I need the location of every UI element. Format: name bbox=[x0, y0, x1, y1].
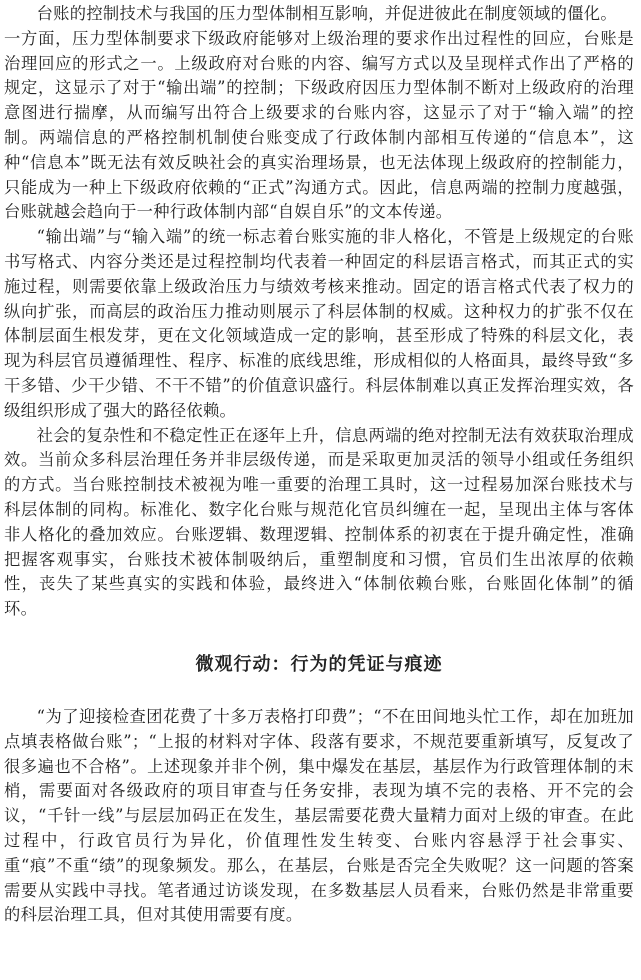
paragraph-micro-action: “为了迎接检查团花费了十多万表格打印费”；“不在田间地头忙工作，却在加班加点填表格做台账”；“上报的材料对字体、段落有要求，不规范要重新填写，反复改了很多遍也不合格”。上述现象并非个例，集中爆发在基层，基层作为行政管理体制的末梢，需要面对各级政府的项目审查与任务安排，表现为填不完的表格、开不完的会议，“千针一线”与层层加码正在发生，基层需要花费大量精力面对上级的审查。在此过程中，行政官员行为异化，价值理性发生转变、台账内容悬浮于社会事实、重“痕”不重“绩”的现象频发。那么，在基层，台账是否完全失败呢？这一问题的答案需要从实践中寻找。笔者通过访谈发现，在多数基层人员看来，台账仍然是非常重要的科层治理工具，但对其使用需要有度。 bbox=[4, 706, 634, 925]
section-heading: 微观行动：行为的凭证与痕迹 bbox=[195, 653, 443, 675]
paragraph-opening: 台账的控制技术与我国的压力型体制相互影响，并促进彼此在制度领域的僵化。 bbox=[36, 4, 617, 23]
paragraph-social-complexity: 社会的复杂性和不稳定性正在逐年上升，信息两端的绝对控制无法有效获取治理成效。当前众多科层治理任务并非层级传递，而是采取更加灵活的领导小组或任务组织的方式。当台账控制技术被视为唯一重要的治理工具时，这一过程易加深台账技术与科层体制的同构。标准化、数字化台账与规范化官员纠缠在一起，呈现出主体与客体非人格化的叠加效应。台账逻辑、数理逻辑、控制体系的初衷在于提升确定性，准确把握客观事实，台账技术被体制吸纳后，重塑制度和习惯，官员们生出浓厚的依赖性，丧失了某些真实的实践和体验，最终进入“体制依赖台账，台账固化体制”的循环。 bbox=[4, 425, 634, 619]
paragraph-pressure-system: 一方面，压力型体制要求下级政府能够对上级治理的要求作出过程性的回应，台账是治理回应的形式之一。上级政府对台账的内容、编写方式以及呈现样式作出了严格的规定，这显示了对于“输出端”的控制；下级政府因压力型体制不断对上级政府的治理意图进行揣摩，从而编写出符合上级要求的台账内容，这显示了对于“输入端”的控制。两端信息的严格控制机制使台账变成了行政体制内部相互传递的“信息本”，这种“信息本”既无法有效反映社会的真实治理场景，也无法体现上级政府的控制能力，只能成为一种上下级政府依赖的“正式”沟通方式。因此，信息两端的控制力度越强，台账就越会趋向于一种行政体制内部“自娱自乐”的文本传递。 bbox=[4, 28, 634, 222]
paragraph-depersonalization: “输出端”与“输入端”的统一标志着台账实施的非人格化，不管是上级规定的台账书写格式、内容分类还是过程控制均代表着一种固定的科层语言格式，而其正式的实施过程，则需要依靠上级政治压力与绩效考核来推动。固定的语言格式代表了权力的纵向扩张，而高层的政治压力推动则展示了科层体制的权威。这种权力的扩张不仅在体制层面生根发芽，更在文化领域造成一定的影响，甚至形成了特殊的科层文化，表现为科层官员遵循理性、程序、标准的底线思维，形成相似的人格面具，最终导致“多干多错、少干少错、不干不错”的价值意识盛行。科层体制难以真正发挥治理实效，各级组织形成了强大的路径依赖。 bbox=[4, 227, 634, 420]
